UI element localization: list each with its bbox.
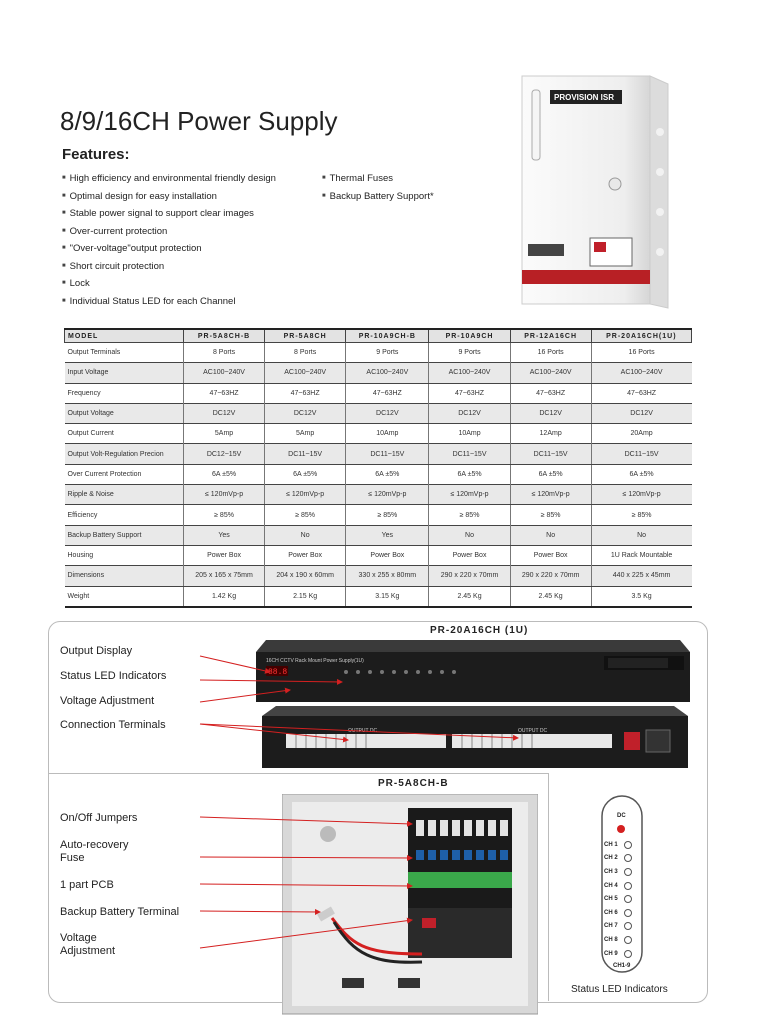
label-status-led: Status LED Indicators (60, 670, 167, 682)
table-cell: 3.5 Kg (591, 586, 691, 607)
table-cell: 205 x 165 x 75mm (184, 566, 265, 586)
arrow-voltage-adjust (200, 690, 290, 702)
row-label: Efficiency (67, 511, 98, 519)
rack-caption: PR-20A16CH (1U) (430, 625, 529, 636)
led-channel-label: CH 3 (604, 868, 618, 875)
table-cell: AC100~240V (591, 363, 691, 383)
table-cell: 47~63HZ (591, 383, 691, 403)
rack-back-text-2: OUTPUT DC (518, 728, 548, 734)
label-onoff-jumpers: On/Off Jumpers (60, 812, 138, 824)
table-cell: Yes (184, 525, 265, 545)
label-battery-terminal: Backup Battery Terminal (60, 906, 180, 918)
feature-left-item: ■ Individual Status LED for each Channel (62, 293, 276, 311)
row-label: Over Current Protection (67, 470, 142, 478)
table-cell: AC100~240V (510, 363, 591, 383)
feature-left-item: ■ Stable power signal to support clear images (62, 205, 276, 223)
table-cell: 6A ±5% (510, 464, 591, 484)
feature-left-item: ■ Short circuit protection (62, 258, 276, 276)
feature-right-item: ■ Thermal Fuses (322, 170, 434, 188)
table-header-cell: PR-20A16CH(1U) (591, 329, 691, 343)
table-cell: ≥ 85% (510, 505, 591, 525)
box-brand: PROVISION ISR (554, 93, 615, 102)
table-cell: 2.45 Kg (510, 586, 591, 607)
table-cell: Power Box (510, 545, 591, 565)
table-header-cell: PR-12A16CH (510, 329, 591, 343)
table-cell: 6A ±5% (346, 464, 429, 484)
row-label: Frequency (67, 389, 101, 397)
table-cell: ≤ 120mVp-p (265, 485, 346, 505)
table-cell: 6A ±5% (591, 464, 691, 484)
table-cell: 47~63HZ (184, 383, 265, 403)
table-cell: DC12V (184, 403, 265, 423)
table-cell: 204 x 190 x 60mm (265, 566, 346, 586)
table-cell: 16 Ports (591, 343, 691, 363)
arrow-terminals-1 (200, 724, 348, 740)
table-cell: 8 Ports (184, 343, 265, 363)
arrow-output-display (200, 656, 270, 672)
table-cell: 47~63HZ (429, 383, 510, 403)
rack-front-text: 16CH CCTV Rack Mount Power Supply(1U) (266, 658, 364, 664)
table-cell: ≤ 120mVp-p (346, 485, 429, 505)
table-cell: ≤ 120mVp-p (591, 485, 691, 505)
table-cell: 440 x 225 x 45mm (591, 566, 691, 586)
table-cell: 10Amp (429, 424, 510, 444)
arrow-voltage-box (200, 920, 412, 948)
table-cell: AC100~240V (429, 363, 510, 383)
table-cell: 47~63HZ (265, 383, 346, 403)
label-auto-recovery-fuse: Auto-recovery Fuse (60, 839, 129, 864)
table-cell: DC11~15V (429, 444, 510, 464)
table-cell: 5Amp (265, 424, 346, 444)
row-label: Dimensions (65, 566, 184, 586)
table-cell: AC100~240V (346, 363, 429, 383)
table-cell: ≥ 85% (346, 505, 429, 525)
table-cell: 3.15 Kg (346, 586, 429, 607)
table-cell: ≥ 85% (265, 505, 346, 525)
feature-left-item: ■ "Over-voltage"output protection (62, 240, 276, 258)
table-cell: 20Amp (591, 424, 691, 444)
table-cell: ≥ 85% (184, 505, 265, 525)
led-caption: Status LED Indicators (571, 984, 668, 995)
row-label: Backup Battery Support (65, 525, 184, 545)
led-channel-label: CH 1 (604, 841, 618, 848)
arrow-status-led (200, 680, 342, 682)
label-pcb: 1 part PCB (60, 879, 114, 891)
table-cell: DC12~15V (184, 444, 265, 464)
table-cell: AC100~240V (184, 363, 265, 383)
table-cell: Power Box (265, 545, 346, 565)
feature-right-item: ■ Backup Battery Support* (322, 188, 434, 206)
feature-left-item: ■ Lock (62, 275, 276, 293)
arrow-battery (200, 911, 320, 912)
table-header-cell: PR-5A8CH-B (184, 329, 265, 343)
table-cell: DC11~15V (346, 444, 429, 464)
feature-left-item: ■ Optimal design for easy installation (62, 188, 276, 206)
row-label: Output Current (67, 430, 114, 438)
page-title: 8/9/16CH Power Supply (60, 106, 338, 136)
table-cell: 290 x 220 x 70mm (510, 566, 591, 586)
table-cell: ≤ 120mVp-p (429, 485, 510, 505)
table-cell: Yes (346, 525, 429, 545)
table-cell: AC100~240V (265, 363, 346, 383)
table-cell: Power Box (429, 545, 510, 565)
table-cell: 5Amp (184, 424, 265, 444)
table-cell: Power Box (346, 545, 429, 565)
table-cell: ≤ 120mVp-p (510, 485, 591, 505)
row-label: Output Terminals (67, 349, 121, 357)
table-cell: 47~63HZ (510, 383, 591, 403)
table-cell: 6A ±5% (265, 464, 346, 484)
arrow-jumpers (200, 817, 412, 824)
table-cell: DC12V (265, 403, 346, 423)
led-channel-label: CH 6 (604, 909, 618, 916)
table-header-cell: PR-5A8CH (265, 329, 346, 343)
label-voltage-adjustment: Voltage Adjustment (60, 932, 116, 957)
table-cell: 330 x 255 x 80mm (346, 566, 429, 586)
table-cell: 9 Ports (346, 343, 429, 363)
table-cell: DC11~15V (265, 444, 346, 464)
table-cell: 2.15 Kg (265, 586, 346, 607)
table-cell: DC12V (346, 403, 429, 423)
table-cell: DC12V (429, 403, 510, 423)
label-voltage-adjust: Voltage Adjustment (60, 695, 155, 707)
features-heading: Features: (62, 146, 130, 163)
table-cell: 8 Ports (265, 343, 346, 363)
table-cell: No (591, 525, 691, 545)
led-dc-label: DC (617, 813, 626, 819)
label-output-display: Output Display (60, 645, 133, 657)
table-cell: 12Amp (510, 424, 591, 444)
rack-back-text-1: OUTPUT DC (348, 728, 378, 734)
table-cell: 1U Rack Mountable (591, 545, 691, 565)
row-label: Housing (67, 552, 94, 560)
row-label: Ripple & Noise (65, 485, 184, 505)
table-cell: DC11~15V (591, 444, 691, 464)
table-cell: No (429, 525, 510, 545)
row-label: Output Volt-Regulation Precion (65, 444, 184, 464)
table-cell: DC12V (591, 403, 691, 423)
row-label: Output Voltage (65, 403, 184, 423)
led-channel-label: CH 4 (604, 882, 618, 889)
led-channel-label: CH 7 (604, 923, 618, 930)
table-cell: No (510, 525, 591, 545)
feature-left-item: ■ High efficiency and environmental friendly design (62, 170, 276, 188)
table-cell: 6A ±5% (429, 464, 510, 484)
table-cell: 6A ±5% (184, 464, 265, 484)
table-cell: ≥ 85% (429, 505, 510, 525)
arrow-fuse (200, 857, 412, 858)
arrow-terminals-2 (200, 724, 518, 738)
table-header-cell: MODEL (65, 329, 184, 343)
led-channel-label: CH 9 (604, 950, 618, 957)
feature-left-item: ■ Over-current protection (62, 223, 276, 241)
svg-text:88.8: 88.8 (268, 668, 288, 677)
led-channel-label: CH 5 (604, 896, 618, 903)
arrow-pcb (200, 884, 412, 886)
led-footer: CH1-9 (613, 963, 631, 969)
table-cell: DC11~15V (510, 444, 591, 464)
table-cell: DC12V (510, 403, 591, 423)
table-cell: No (265, 525, 346, 545)
row-label: Weight (65, 586, 184, 607)
table-header-cell: PR-10A9CH (429, 329, 510, 343)
label-connection-terminals: Connection Terminals (60, 719, 166, 731)
box-caption: PR-5A8CH-B (378, 778, 449, 789)
table-cell: 2.45 Kg (429, 586, 510, 607)
table-cell: Power Box (184, 545, 265, 565)
row-label: Input Voltage (65, 363, 184, 383)
table-cell: 47~63HZ (346, 383, 429, 403)
table-cell: 16 Ports (510, 343, 591, 363)
table-cell: ≥ 85% (591, 505, 691, 525)
table-cell: 9 Ports (429, 343, 510, 363)
table-cell: 10Amp (346, 424, 429, 444)
table-cell: 1.42 Kg (184, 586, 265, 607)
table-cell: ≤ 120mVp-p (184, 485, 265, 505)
led-channel-label: CH 2 (604, 855, 618, 862)
table-header-cell: PR-10A9CH-B (346, 329, 429, 343)
table-cell: 290 x 220 x 70mm (429, 566, 510, 586)
led-channel-label: CH 8 (604, 936, 618, 943)
